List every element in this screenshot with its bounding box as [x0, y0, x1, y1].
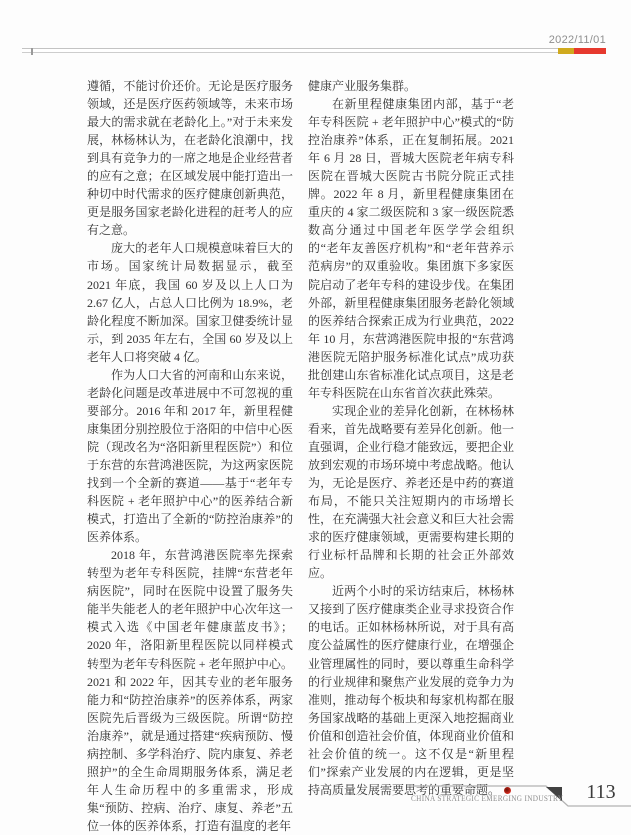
issue-date: 2022/11/01: [548, 34, 606, 46]
paragraph: 庞大的老年人口规模意味着巨大的市场。国家统计局数据显示，截至 2021 年底，我国 60 岁及以上人口为 2.67 亿人，占总人口比例为 18.9%，老龄化程度不断加深。国家卫健委统计显示，到 2035 年左右，全国 60 岁及以上老年人口将突破 4 亿。: [87, 241, 293, 364]
header-rule: [22, 48, 606, 53]
paragraph: 近两个小时的采访结束后，林杨林又接到了医疗健康类企业寻求投资合作的电话。正如林杨林所说，对于具有高度公益属性的医疗健康行业，在增强企业管理属性的同时，要以尊重生命科学的行业规律和聚焦产业发展的竞争力为准则，推动每个板块和每家机构都在服务国家战略的基础上更深入地挖掘商业价值和创造社会价值，体现商业价值和社会价值的统一。这不仅是“新里程们”探索产业发展的内在逻辑，更是坚持高质量发展需要思考的重要命题。: [308, 584, 514, 797]
paragraph: 在新里程健康集团内部，基于“老年专科医院 + 老年照护中心”模式的“防控治康养”体系，正在复制拓展。2021 年 6 月 28 日，晋城大医院老年病专科医院在晋城大医院古书院分院正式挂牌。2022 年 8 月，新里程健康集团在重庆的 4 家二级医院和 3 家一级医院悉数高分通过中国老年医学学会组织的“老年友善医疗机构”和“老年营养示范病房”的双重验收。集团旗下多家医院启动了老年专科的建设步伐。在集团外部，新里程健康集团服务老龄化领域的医养结合探索正成为行业典范，2022 年 10 月，东营鸿港医院申报的“东营鸿港医院无陪护服务标准化试点”成功获批创建山东省标准化试点项目，这是老年专科医院在山东省首次获此殊荣。: [308, 97, 514, 400]
journal-name-english: CHINA STRATEGIC EMERGING INDUSTRY: [411, 793, 564, 803]
paragraph: 2018 年，东营鸿港医院率先探索转型为老年专科医院，挂牌“东营老年病医院”，同时在医院中设置了服务失能半失能老人的老年照护中心次年这一模式入选《中国老年健康蓝皮书》；2020 年，洛阳新里程医院以同样模式转型为老年专科医院 + 老年照护中心。2021 和 2022 年，因其专业的老年服务能力和“防控治康养”的医养体系，两家医院先后晋级为三级医院。所谓“防控治康养”，就是通过搭建“疾病预防、慢病控制、多学科治疗、院内康复、养老照护”的全生命周期服务体系，满足老年人生命历程中的多重需求，形成集“预防、控病、治疗、康复、养老”五位一体的医养体系，打造有温度的老年: [87, 548, 293, 833]
page-number: 113: [586, 781, 616, 803]
article-column-left: [87, 77, 293, 835]
paragraph: 作为人口大省的河南和山东来说，老龄化问题是改革进展中不可忽视的重要部分。2016 年和 2017 年，新里程健康集团分别控股位于洛阳的中信中心医院（现改名为“洛阳新里程医院”）和位于东营的东营鸿港医院，为这两家医院找到一个全新的赛道——基于“老年专科医院 + 老年照护中心”的医养结合新模式，打造出了全新的“防控治康养”的医养体系。: [87, 367, 293, 545]
accent-yellow-segment: [558, 48, 574, 54]
header-rule-tick: [31, 48, 33, 55]
article-column-right: [308, 77, 514, 799]
paragraph: 实现企业的差异化创新，在林杨林看来，首先战略要有差异化创新。他一直强调，企业行稳才能致远，要把企业放到宏观的市场环境中考虑战略。他认为，无论是医疗、养老还是中药的赛道布局，不能只关注短期内的市场增长性，在充满强大社会意义和巨大社会需求的医疗健康领域，更需要构建长期的行业标杆品牌和长期的社会正外部效应。: [308, 403, 514, 581]
paragraph: 遵循，不能讨价还价。无论是医疗服务领域，还是医疗医药领域等，未来市场最大的需求就在老龄化上。”对于未来发展，林杨林认为，在老龄化浪潮中，找到具有竞争力的一席之地是企业经营者的应有之意；在区域发展中能打造出一种切中时代需求的医疗健康创新典范，更是服务国家老龄化进程的赶考人的应有之意。: [87, 79, 293, 238]
paragraph: 健康产业服务集群。: [308, 79, 417, 93]
accent-red-segment: [574, 48, 606, 54]
